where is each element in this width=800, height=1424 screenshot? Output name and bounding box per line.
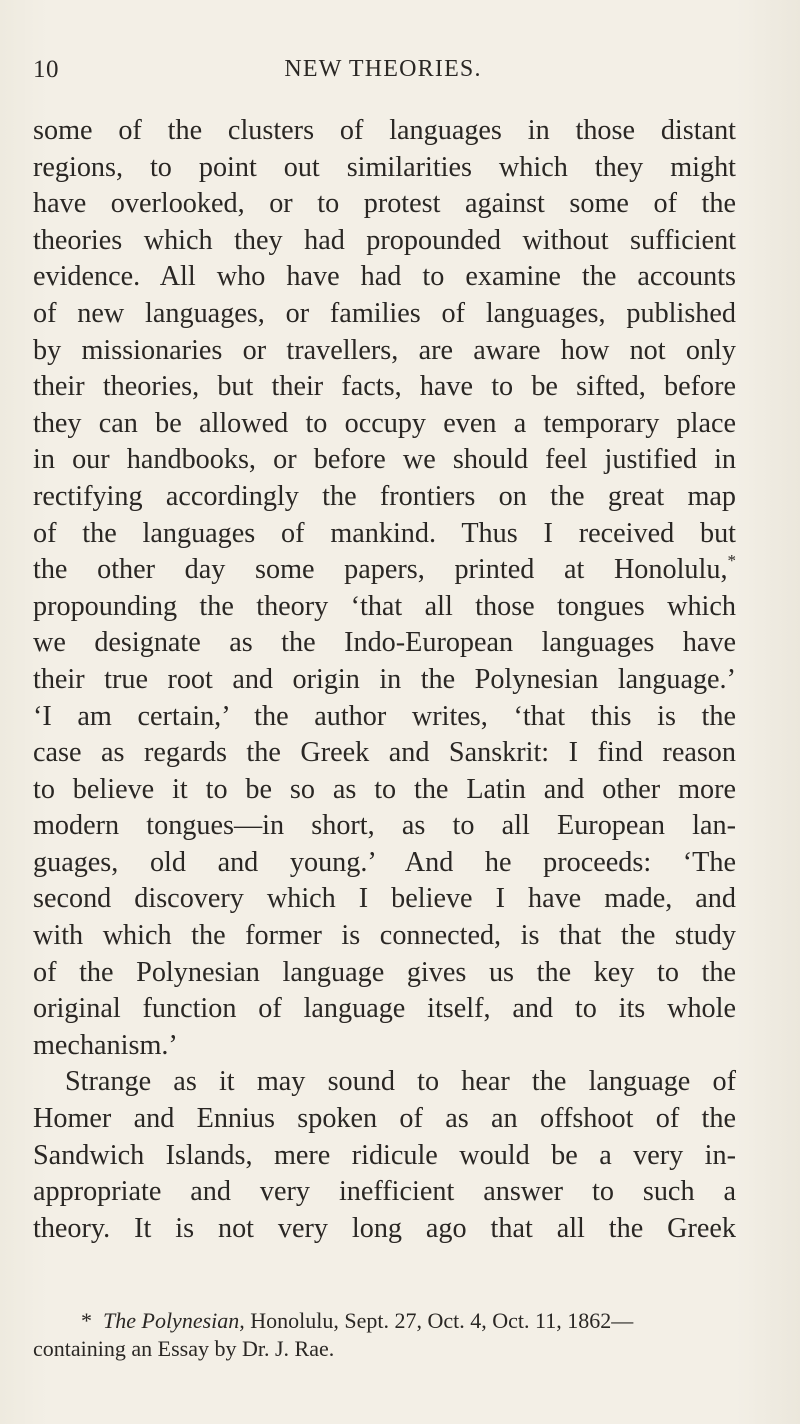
text-line: mechanism.’: [33, 1029, 178, 1061]
text-line: appropriate and very inefficient answer to such a: [33, 1176, 736, 1208]
text-line: theory. It is not very long ago that all the Greek: [33, 1212, 736, 1244]
footnote-marker: *: [81, 1308, 92, 1333]
text-line: ‘I am certain,’ the author writes, ‘that this is the: [33, 700, 736, 732]
text-line-content: the other day some papers, printed at Honolulu,: [33, 554, 728, 586]
text-line: some of the clusters of languages in those distant: [33, 115, 736, 146]
text-line: Sandwich Islands, mere ridicule would be a very in-: [33, 1139, 736, 1171]
text-line: propounding the theory ‘that all those tongues which: [33, 590, 736, 622]
text-line: by missionaries or travellers, are aware how not only: [33, 334, 736, 366]
text-line: evidence. All who have had to examine the accounts: [33, 261, 736, 293]
paragraph-1: [33, 113, 736, 1064]
text-line: their true root and origin in the Polynesian language.’: [33, 663, 736, 695]
text-line: in our handbooks, or before we should feel justified in: [33, 444, 736, 476]
footnote-title: The Polynesian,: [103, 1308, 245, 1333]
text-line-with-footnote-ref: [33, 552, 736, 589]
text-line: case as regards the Greek and Sanskrit: I find reason: [33, 737, 736, 769]
text-line: of the Polynesian language gives us the key to the: [33, 956, 736, 988]
text-line: theories which they had propounded without sufficient: [33, 224, 736, 256]
text-line: to believe it to be so as to the Latin and other more: [33, 773, 736, 805]
text-line: Homer and Ennius spoken of as an offshoot of the: [33, 1103, 736, 1135]
text-line: guages, old and young.’ And he proceeds: ‘The: [33, 846, 736, 878]
footnote-details: Honolulu, Sept. 27, Oct. 4, Oct. 11, 1862—: [250, 1308, 634, 1333]
text-line: regions, to point out similarities which they might: [33, 151, 736, 183]
footnote: [33, 1307, 736, 1363]
text-line: Strange as it may sound to hear the language of: [65, 1066, 736, 1098]
footnote-reference: *: [727, 551, 736, 571]
page-header: [33, 56, 733, 96]
page-number: 10: [33, 56, 59, 83]
footnote-line-2: containing an Essay by Dr. J. Rae.: [33, 1336, 335, 1361]
footnote-line-1: [33, 1307, 736, 1335]
text-line: we designate as the Indo-European languages have: [33, 627, 736, 659]
text-line: have overlooked, or to protest against some of the: [33, 188, 736, 220]
body-text: [33, 113, 736, 1247]
text-line: their theories, but their facts, have to be sifted, before: [33, 371, 736, 403]
text-line: of the languages of mankind. Thus I received but: [33, 517, 736, 549]
text-line: with which the former is connected, is that the study: [33, 920, 736, 952]
text-line: rectifying accordingly the frontiers on the great map: [33, 480, 736, 512]
text-line: original function of language itself, and to its whole: [33, 993, 736, 1025]
text-line: modern tongues—in short, as to all European lan-: [33, 810, 736, 842]
running-title: NEW THEORIES.: [284, 56, 482, 82]
text-line: they can be allowed to occupy even a temporary place: [33, 407, 736, 439]
text-line: of new languages, or families of languages, published: [33, 297, 736, 329]
text-line: second discovery which I believe I have made, and: [33, 883, 736, 915]
paragraph-2: [33, 1064, 736, 1247]
